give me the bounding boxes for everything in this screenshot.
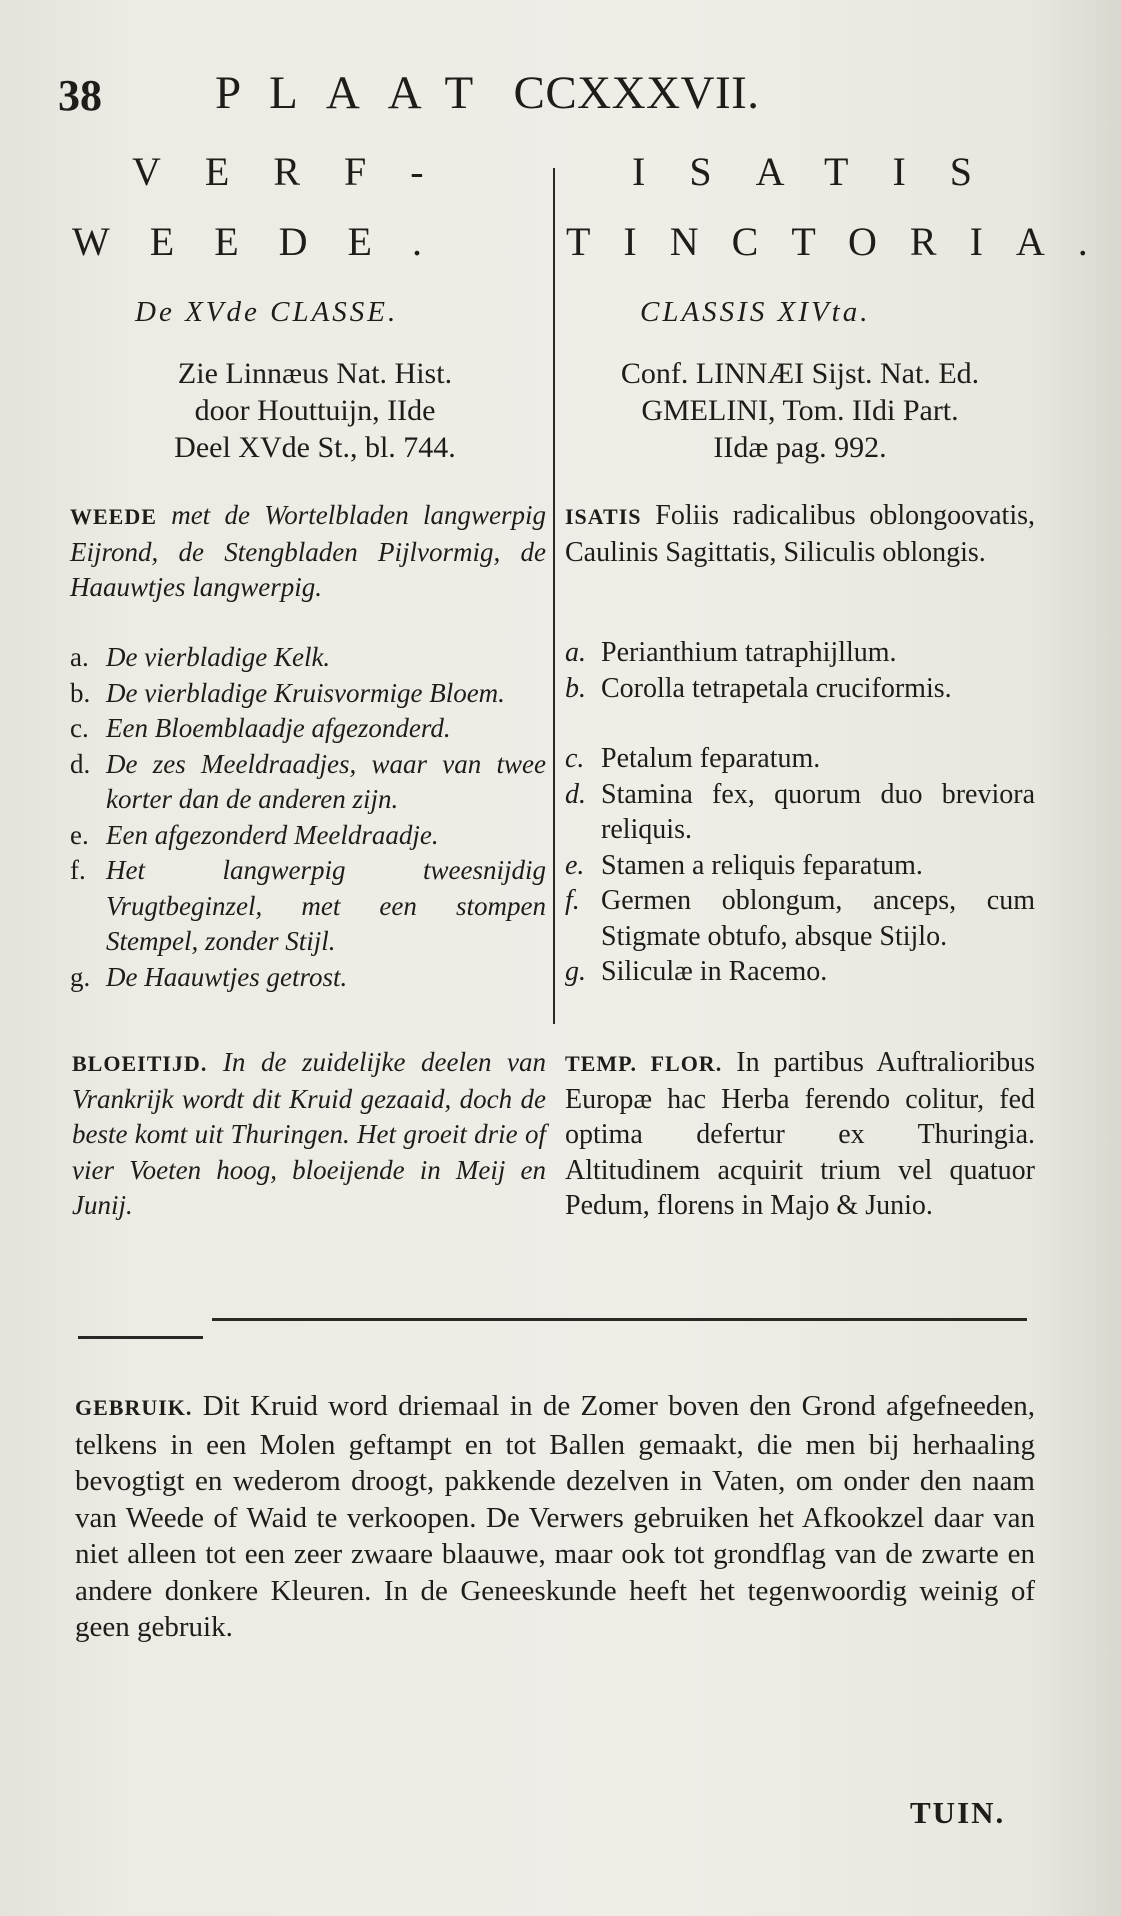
left-item: b. De vierbladige Kruisvormige Bloem. xyxy=(70,677,505,708)
right-description xyxy=(565,498,1035,570)
plate-word: PLAAT xyxy=(215,67,502,119)
left-item: g. De Haauwtjes getrost. xyxy=(70,961,348,992)
right-item: f. Germen oblongum, anceps, cum Stigmate obtufo, absque Stijlo. xyxy=(565,885,1035,952)
temp-flor-label: TEMP. FLOR. xyxy=(565,1051,723,1076)
plate-title xyxy=(215,66,760,120)
bloeitijd-label: BLOEITIJD. xyxy=(72,1051,208,1076)
left-ref-line: Zie Linnæus Nat. Hist. xyxy=(177,357,453,390)
left-class-line: De XVde CLASSE. xyxy=(135,296,399,328)
left-item: c. Een Bloemblaadje afgezonderd. xyxy=(70,713,451,743)
left-heading-line1: VERF- xyxy=(132,149,468,194)
left-description-lead: WEEDE xyxy=(70,504,157,529)
plate-numeral: CCXXXVII. xyxy=(513,67,760,119)
left-flowering xyxy=(72,1045,546,1224)
right-ref-line: IIdæ pag. 992. xyxy=(713,431,887,464)
left-item: a. De vierbladige Kelk. xyxy=(70,642,331,672)
left-item-list xyxy=(70,640,546,995)
right-item: c. Petalum feparatum. xyxy=(565,743,821,774)
left-item: f. Het langwerpig tweesnijdig Vrugtbeginzel, met een stompen Stempel, zonder Stijl. xyxy=(70,855,546,956)
left-reference xyxy=(95,355,535,466)
section-rule-long xyxy=(212,1318,1027,1321)
temp-flor-text: In partibus Auftralioribus Europæ hac Herba ferendo colitur, fed optima defertur ex Thuringia. Altitudinem acquirit trium vel quatuor Pedum, florens in Majo & Junio. xyxy=(565,1047,1035,1221)
section-rule-short xyxy=(78,1336,203,1339)
right-ref-line: Conf. LINNÆI Sijst. Nat. Ed. xyxy=(620,357,980,390)
right-reference xyxy=(565,355,1035,466)
left-item: e. Een afgezonderd Meeldraadje. xyxy=(70,819,439,850)
catchword: TUIN. xyxy=(910,1795,1006,1830)
right-heading-line2: TINCTORIA. xyxy=(566,219,1121,264)
left-ref-line: door Houttuijn, IIde xyxy=(194,394,436,427)
right-item-list xyxy=(565,635,1035,990)
gebruik-text: Dit Kruid word driemaal in de Zomer boven den Grond afgefneeden, telkens in een Molen geftampt en tot Ballen gemaakt, die men bij herhaaling bevogtigt en wederom droogt, pakkende dezelven in Vaten, om onder den naam van Weede of Waid te verkoopen. De Verwers gebruiken het Afkookzel daar van niet alleen tot een zeer zwaare blaauwe, maar ook tot grondflag van de zwarte en andere donkere Kleuren. In de Geneeskunde heeft het tegenwoordig weinig of geen gebruik. xyxy=(75,1390,1035,1643)
right-item: b. Corolla tetrapetala cruciformis. xyxy=(565,672,952,704)
left-item: d. De zes Meeldraadjes, waar van twee korter dan de anderen zijn. xyxy=(70,748,546,814)
right-item: d. Stamina fex, quorum duo breviora reliquis. xyxy=(565,778,1035,845)
right-class-line: CLASSIS XIVta. xyxy=(640,296,871,328)
right-item: a. Perianthium tatraphijllum. xyxy=(565,637,897,668)
right-item: g. Siliculæ in Racemo. xyxy=(565,956,828,987)
left-ref-line: Deel XVde St., bl. 744. xyxy=(174,431,456,464)
left-description xyxy=(70,498,546,606)
bloeitijd-text: In de zuidelijke deelen van Vrankrijk wordt dit Kruid gezaaid, doch de beste komt uit Thuringen. Het groeit drie of vier Voeten hoog, bloeijende in Meij en Junij. xyxy=(72,1047,546,1220)
right-flowering xyxy=(565,1045,1035,1224)
right-description-lead: ISATIS xyxy=(565,504,642,529)
left-heading-line2: WEEDE. xyxy=(72,219,462,264)
right-ref-line: GMELINI, Tom. IIdi Part. xyxy=(641,394,959,427)
right-description-text: Foliis radicalibus oblongoovatis, Caulinis Sagittatis, Siliculis oblongis. xyxy=(565,500,1035,568)
usage-paragraph xyxy=(75,1388,1035,1646)
gebruik-label: GEBRUIK. xyxy=(75,1395,193,1420)
left-description-text: met de Wortelbladen langwerpig Eijrond, de Stengbladen Pijlvormig, de Haauwtjes langwerpig. xyxy=(70,500,546,602)
page-number: 38 xyxy=(58,71,102,120)
right-item: e. Stamen a reliquis feparatum. xyxy=(565,849,923,881)
column-divider xyxy=(553,168,555,1024)
right-heading-line1: ISATIS xyxy=(632,149,1017,194)
